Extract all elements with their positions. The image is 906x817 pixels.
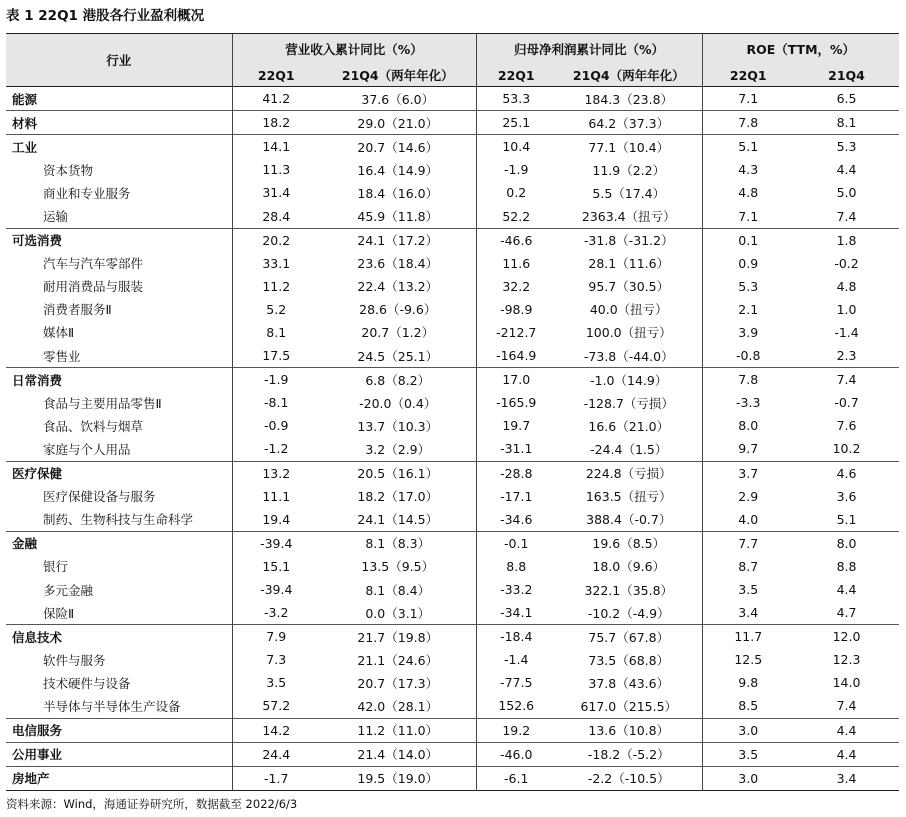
cell-revenue-22q1: 13.2 [232, 461, 320, 485]
cell-profit-22q1: -0.1 [476, 531, 556, 555]
cell-roe-21q4: -0.7 [834, 395, 859, 411]
cell-revenue-21q4: 11.2（11.0） [320, 718, 476, 742]
cell-revenue-21q4: 20.5（16.1） [320, 461, 476, 485]
sub-industry-name: 食品、饮料与烟草 [43, 418, 144, 434]
cell-revenue-22q1: 31.4 [232, 181, 320, 204]
cell-roe-22q1: 5.3 [702, 275, 794, 298]
cell-profit-22q1: -164.9 [476, 344, 556, 368]
cell-profit-22q1: 52.2 [476, 204, 556, 228]
industry-name: 工业 [6, 135, 232, 159]
cell-revenue-21q4: 8.1（8.3） [320, 531, 476, 555]
cell-profit-22q1: 152.6 [476, 694, 556, 718]
cell-roe-21q4: 1.8 [794, 228, 899, 252]
cell-revenue-21q4: 24.1（14.5） [357, 512, 439, 528]
source-note: 资料来源：Wind，海通证券研究所，数据截至 2022/6/3 [6, 797, 298, 811]
header-revenue-group: 营业收入累计同比（%） [232, 34, 476, 65]
cell-roe-21q4: 4.7 [836, 605, 857, 621]
table-row [6, 718, 899, 742]
cell-roe-22q1: 7.7 [702, 531, 794, 555]
table-row [6, 742, 899, 766]
cell-roe-21q4: 10.2 [832, 441, 861, 457]
industry-name: 电信服务 [6, 718, 232, 742]
cell-profit-21q4: 40.0（扭亏） [589, 302, 668, 318]
cell-profit-22q1: 10.4 [476, 135, 556, 159]
header-profit-22q1: 22Q1 [476, 64, 556, 87]
cell-roe-21q4: 8.1 [794, 111, 899, 135]
cell-roe-22q1: 4.8 [702, 181, 794, 204]
cell-revenue-21q4: 13.5（9.5） [361, 559, 435, 575]
cell-roe-21q4: -0.2 [834, 255, 859, 271]
cell-profit-21q4: 163.5（扭亏） [585, 489, 672, 505]
cell-revenue-21q4: 21.7（19.8） [320, 625, 476, 649]
cell-revenue-22q1: 41.2 [232, 87, 320, 111]
table-row [6, 391, 899, 414]
cell-profit-21q4: -1.0（14.9） [556, 368, 702, 392]
table-row [6, 437, 899, 461]
cell-roe-22q1: 3.9 [702, 321, 794, 344]
cell-revenue-21q4: 16.4（14.9） [357, 162, 439, 178]
cell-revenue-22q1: 11.2 [232, 275, 320, 298]
cell-profit-21q4: 13.6（10.8） [556, 718, 702, 742]
cell-roe-22q1: -0.8 [702, 344, 794, 368]
industry-name: 信息技术 [6, 625, 232, 649]
cell-revenue-22q1: -1.7 [232, 766, 320, 790]
cell-profit-22q1: -165.9 [476, 391, 556, 414]
cell-profit-21q4: 617.0（215.5） [580, 698, 678, 714]
cell-profit-21q4: 75.7（67.8） [556, 625, 702, 649]
table-row [6, 158, 899, 181]
cell-roe-22q1: 8.0 [702, 414, 794, 437]
table-row [6, 555, 899, 578]
header-revenue-22q1: 22Q1 [232, 64, 320, 87]
cell-revenue-21q4: 28.6（-9.6） [359, 302, 437, 318]
cell-roe-21q4: 3.4 [794, 766, 899, 790]
table-body [6, 87, 899, 791]
cell-profit-22q1: -31.1 [476, 437, 556, 461]
cell-revenue-21q4: 21.1（24.6） [357, 652, 439, 668]
cell-revenue-22q1: 17.5 [232, 344, 320, 368]
cell-roe-21q4: 7.4 [836, 698, 857, 714]
cell-profit-21q4: -128.7（亏损） [583, 395, 674, 411]
header-industry: 行业 [6, 34, 232, 87]
cell-profit-21q4: 184.3（23.8） [584, 91, 674, 107]
sub-industry-name: 软件与服务 [43, 652, 106, 668]
cell-revenue-22q1: 20.2 [232, 228, 320, 252]
cell-revenue-22q1: 3.5 [232, 671, 320, 694]
cell-revenue-22q1: 19.4 [232, 508, 320, 532]
sub-industry-name: 医疗保健设备与服务 [43, 489, 156, 505]
table-row [6, 694, 899, 718]
sub-industry-name: 家庭与个人用品 [43, 441, 131, 457]
sub-industry-name: 半导体与半导体生产设备 [43, 698, 181, 714]
industry-name: 医疗保健 [6, 461, 232, 485]
cell-revenue-22q1: 7.9 [232, 625, 320, 649]
cell-profit-21q4: 322.1（35.8） [584, 582, 674, 598]
table-row [6, 648, 899, 671]
cell-revenue-22q1: 57.2 [232, 694, 320, 718]
cell-profit-21q4: 16.6（21.0） [588, 418, 670, 434]
cell-profit-22q1: -6.1 [476, 766, 556, 790]
table-row [6, 298, 899, 321]
cell-revenue-21q4: 24.1（17.2） [320, 228, 476, 252]
cell-roe-21q4: 5.3 [794, 135, 899, 159]
industry-name: 材料 [6, 111, 232, 135]
cell-profit-22q1: 19.7 [476, 414, 556, 437]
cell-revenue-22q1: 15.1 [232, 555, 320, 578]
cell-profit-21q4: -10.2（-4.9） [587, 605, 670, 621]
table-row [6, 181, 899, 204]
cell-profit-22q1: 17.0 [476, 368, 556, 392]
industry-earnings-table [6, 33, 899, 791]
cell-profit-22q1: 8.8 [476, 555, 556, 578]
cell-revenue-22q1: -39.4 [232, 531, 320, 555]
cell-roe-21q4: 4.4 [794, 718, 899, 742]
cell-revenue-21q4: 23.6（18.4） [357, 256, 439, 272]
table-row [6, 508, 899, 532]
cell-profit-21q4: 5.5（17.4） [592, 185, 666, 201]
cell-profit-21q4: 18.0（9.6） [592, 559, 666, 575]
cell-roe-22q1: -3.3 [702, 391, 794, 414]
cell-revenue-22q1: -1.2 [232, 437, 320, 461]
table-row [6, 414, 899, 437]
sub-industry-name: 汽车与汽车零部件 [43, 256, 144, 272]
table-row [6, 344, 899, 368]
cell-profit-21q4: 73.5（68.8） [588, 652, 670, 668]
cell-revenue-21q4: 3.2（2.9） [365, 441, 431, 457]
industry-name: 可选消费 [6, 228, 232, 252]
cell-profit-21q4: 64.2（37.3） [556, 111, 702, 135]
cell-profit-22q1: -28.8 [476, 461, 556, 485]
table-row [6, 578, 899, 601]
cell-roe-21q4: 1.0 [836, 301, 857, 317]
cell-roe-22q1: 2.9 [702, 485, 794, 508]
cell-profit-22q1: -1.4 [476, 648, 556, 671]
cell-revenue-22q1: 18.2 [232, 111, 320, 135]
cell-roe-21q4: 14.0 [832, 675, 861, 691]
cell-roe-22q1: 3.0 [702, 718, 794, 742]
cell-profit-22q1: 19.2 [476, 718, 556, 742]
cell-revenue-22q1: -0.9 [232, 414, 320, 437]
cell-profit-22q1: 32.2 [476, 275, 556, 298]
header-roe-21q4: 21Q4 [794, 64, 899, 87]
cell-roe-21q4: 7.6 [836, 418, 857, 434]
cell-profit-22q1: -98.9 [476, 298, 556, 321]
cell-profit-21q4: 28.1（11.6） [588, 256, 670, 272]
table-row [6, 135, 899, 159]
table-row [6, 368, 899, 392]
cell-revenue-22q1: 33.1 [232, 252, 320, 275]
cell-roe-21q4: 4.4 [836, 582, 857, 598]
cell-profit-21q4: 77.1（10.4） [556, 135, 702, 159]
cell-revenue-21q4: 20.7（14.6） [320, 135, 476, 159]
cell-roe-22q1: 7.8 [702, 111, 794, 135]
cell-revenue-21q4: 20.7（17.3） [357, 675, 439, 691]
cell-revenue-22q1: 7.3 [232, 648, 320, 671]
cell-roe-21q4: 4.8 [836, 278, 857, 294]
cell-roe-22q1: 4.0 [702, 508, 794, 532]
table-row [6, 321, 899, 344]
cell-roe-21q4: 7.4 [836, 208, 857, 224]
cell-revenue-21q4: 45.9（11.8） [357, 209, 439, 225]
table-row [6, 228, 899, 252]
cell-roe-22q1: 8.5 [702, 694, 794, 718]
cell-profit-21q4: -31.8（-31.2） [556, 228, 702, 252]
cell-revenue-21q4: 24.5（25.1） [357, 348, 439, 364]
cell-revenue-22q1: -39.4 [232, 578, 320, 601]
cell-profit-21q4: 37.8（43.6） [588, 675, 670, 691]
sub-industry-name: 多元金融 [43, 582, 94, 598]
industry-name: 日常消费 [6, 368, 232, 392]
table-row [6, 625, 899, 649]
table-row [6, 601, 899, 625]
sub-industry-name: 商业和专业服务 [43, 185, 131, 201]
cell-revenue-22q1: 24.4 [232, 742, 320, 766]
cell-roe-21q4: 5.1 [836, 511, 857, 527]
cell-revenue-21q4: -20.0（0.4） [359, 395, 437, 411]
cell-revenue-22q1: -3.2 [232, 601, 320, 625]
cell-roe-21q4: -1.4 [834, 324, 859, 340]
cell-roe-21q4: 6.5 [836, 91, 857, 107]
cell-revenue-22q1: 5.2 [232, 298, 320, 321]
cell-roe-22q1: 7.1 [702, 204, 794, 228]
cell-roe-22q1: 2.1 [702, 298, 794, 321]
cell-roe-22q1: 4.3 [702, 158, 794, 181]
table-row [6, 671, 899, 694]
cell-roe-21q4: 7.4 [794, 368, 899, 392]
cell-profit-22q1: -34.6 [476, 508, 556, 532]
cell-profit-22q1: -212.7 [476, 321, 556, 344]
sub-industry-name: 消费者服务Ⅱ [43, 302, 112, 318]
cell-revenue-22q1: 14.2 [232, 718, 320, 742]
cell-profit-21q4: 95.7（30.5） [588, 279, 670, 295]
cell-roe-22q1: 3.0 [702, 766, 794, 790]
cell-roe-21q4: 4.6 [794, 461, 899, 485]
cell-roe-21q4: 8.0 [794, 531, 899, 555]
cell-revenue-22q1: 14.1 [232, 135, 320, 159]
cell-profit-22q1: 53.3 [476, 87, 556, 111]
cell-profit-22q1: -34.1 [476, 601, 556, 625]
table-row [6, 252, 899, 275]
cell-profit-21q4: -2.2（-10.5） [556, 766, 702, 790]
cell-roe-21q4: 12.3 [832, 652, 861, 668]
industry-name: 能源 [12, 91, 38, 107]
sub-industry-name: 食品与主要用品零售Ⅱ [43, 395, 162, 411]
cell-roe-22q1: 12.5 [702, 648, 794, 671]
cell-profit-21q4: -18.2（-5.2） [556, 742, 702, 766]
cell-profit-21q4: -73.8（-44.0） [583, 348, 674, 364]
cell-profit-21q4: -24.4（1.5） [590, 441, 668, 457]
cell-revenue-22q1: 11.1 [232, 485, 320, 508]
header-roe-22q1: 22Q1 [702, 64, 794, 87]
header-profit-21q4: 21Q4（两年年化） [556, 64, 702, 87]
cell-roe-22q1: 5.1 [702, 135, 794, 159]
cell-roe-22q1: 3.4 [702, 601, 794, 625]
cell-revenue-21q4: 29.0（21.0） [320, 111, 476, 135]
industry-name: 房地产 [6, 766, 232, 790]
cell-profit-22q1: -33.2 [476, 578, 556, 601]
table-row [6, 461, 899, 485]
cell-revenue-21q4: 8.1（8.4） [365, 582, 431, 598]
cell-profit-21q4: 11.9（2.2） [592, 162, 666, 178]
table-row [6, 204, 899, 228]
cell-roe-22q1: 3.5 [702, 742, 794, 766]
table-row [6, 531, 899, 555]
table-row [6, 766, 899, 790]
cell-revenue-21q4: 21.4（14.0） [320, 742, 476, 766]
cell-profit-21q4: 224.8（亏损） [556, 461, 702, 485]
sub-industry-name: 制药、生物科技与生命科学 [43, 512, 194, 528]
sub-industry-name: 媒体Ⅱ [43, 325, 75, 341]
cell-revenue-21q4: 42.0（28.1） [357, 698, 439, 714]
cell-profit-21q4: 2363.4（扭亏） [581, 209, 676, 225]
cell-revenue-21q4: 20.7（1.2） [361, 325, 435, 341]
cell-revenue-21q4: 19.5（19.0） [320, 766, 476, 790]
cell-revenue-21q4: 18.4（16.0） [357, 185, 439, 201]
sub-industry-name: 保险Ⅱ [43, 605, 75, 621]
cell-profit-22q1: -77.5 [476, 671, 556, 694]
cell-profit-22q1: 0.2 [476, 181, 556, 204]
header-revenue-21q4: 21Q4（两年年化） [320, 64, 476, 87]
sub-industry-name: 零售业 [43, 348, 81, 364]
cell-revenue-21q4: 37.6（6.0） [361, 91, 435, 107]
cell-roe-21q4: 4.4 [794, 742, 899, 766]
cell-roe-21q4: 2.3 [836, 348, 857, 364]
cell-revenue-21q4: 6.8（8.2） [320, 368, 476, 392]
cell-roe-21q4: 8.8 [836, 558, 857, 574]
cell-profit-22q1: -18.4 [476, 625, 556, 649]
industry-name: 金融 [6, 531, 232, 555]
sub-industry-name: 资本货物 [43, 162, 94, 178]
sub-industry-name: 银行 [43, 559, 69, 575]
table-row [6, 111, 899, 135]
cell-profit-22q1: -1.9 [476, 158, 556, 181]
cell-profit-22q1: -46.6 [476, 228, 556, 252]
cell-revenue-22q1: 11.3 [232, 158, 320, 181]
cell-profit-22q1: -46.0 [476, 742, 556, 766]
cell-revenue-22q1: -1.9 [232, 368, 320, 392]
sub-industry-name: 耐用消费品与服装 [43, 279, 144, 295]
table-row [6, 87, 899, 111]
cell-revenue-22q1: -8.1 [232, 391, 320, 414]
cell-roe-22q1: 0.9 [702, 252, 794, 275]
sub-industry-name: 运输 [43, 209, 69, 225]
cell-revenue-21q4: 13.7（10.3） [357, 418, 439, 434]
cell-revenue-21q4: 0.0（3.1） [365, 605, 431, 621]
header-profit-group: 归母净利润累计同比（%） [476, 34, 702, 65]
cell-revenue-21q4: 18.2（17.0） [357, 489, 439, 505]
cell-profit-22q1: 25.1 [476, 111, 556, 135]
cell-roe-22q1: 0.1 [702, 228, 794, 252]
cell-roe-22q1: 7.8 [702, 368, 794, 392]
cell-roe-22q1: 9.7 [702, 437, 794, 461]
cell-revenue-21q4: 22.4（13.2） [357, 279, 439, 295]
cell-roe-21q4: 12.0 [794, 625, 899, 649]
cell-roe-22q1: 7.1 [702, 87, 794, 111]
industry-name: 公用事业 [6, 742, 232, 766]
cell-roe-22q1: 3.5 [702, 578, 794, 601]
table-row [6, 485, 899, 508]
cell-revenue-22q1: 8.1 [232, 321, 320, 344]
header-roe-group: ROE（TTM，%） [702, 34, 899, 65]
table-row [6, 275, 899, 298]
cell-revenue-22q1: 28.4 [232, 204, 320, 228]
cell-profit-21q4: 19.6（8.5） [556, 531, 702, 555]
cell-roe-21q4: 4.4 [836, 162, 857, 178]
cell-roe-21q4: 3.6 [836, 488, 857, 504]
cell-profit-22q1: -17.1 [476, 485, 556, 508]
cell-profit-21q4: 100.0（扭亏） [585, 325, 672, 341]
cell-roe-22q1: 8.7 [702, 555, 794, 578]
cell-profit-21q4: 388.4（-0.7） [586, 512, 672, 528]
table-title: 表 1 22Q1 港股各行业盈利概况 [6, 8, 205, 24]
cell-profit-22q1: 11.6 [476, 252, 556, 275]
cell-roe-22q1: 3.7 [702, 461, 794, 485]
cell-roe-22q1: 9.8 [702, 671, 794, 694]
cell-roe-21q4: 5.0 [836, 185, 857, 201]
cell-roe-22q1: 11.7 [702, 625, 794, 649]
sub-industry-name: 技术硬件与设备 [43, 675, 131, 691]
